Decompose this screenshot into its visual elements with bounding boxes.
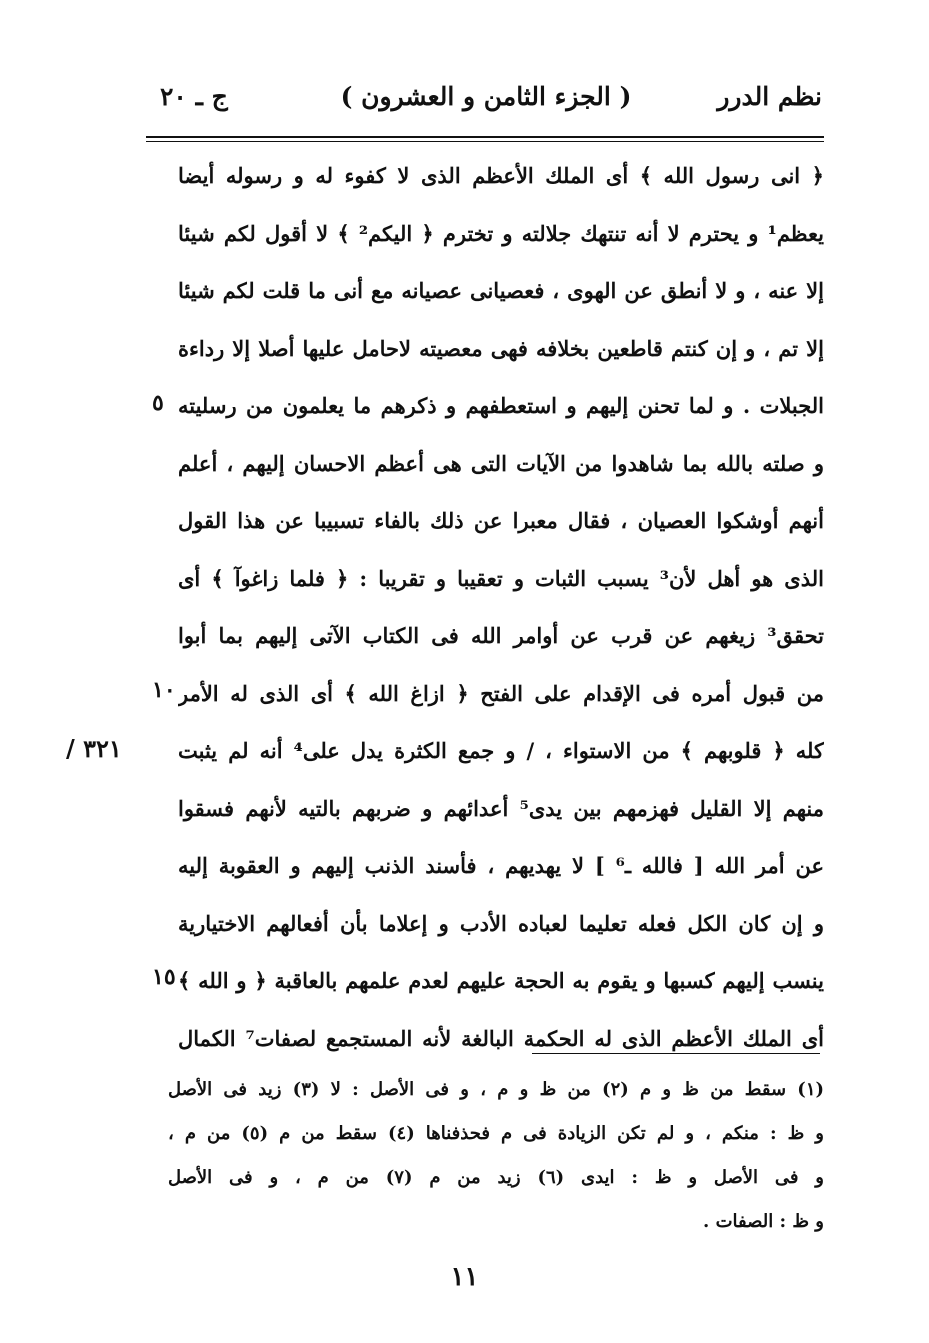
page-header bbox=[150, 76, 822, 120]
text-line: الجبلات . و لما تحنن إليهم و استعطفهم و ذكرهم ما يعلمون من رسليته bbox=[178, 393, 824, 418]
footnotes bbox=[168, 1068, 824, 1244]
text-line: تحقق³ زيغهم عن قرب عن أوامر الله فى الكتاب الآتى إليهم بما أبوا bbox=[178, 623, 824, 648]
line-number-5: ٥ bbox=[152, 390, 164, 416]
text-line: منهم إلا القليل فهزمهم بين يدى⁵ أعدائهم و ضربهم بالتيه لأنهم فسقوا bbox=[178, 795, 824, 821]
text-line: عن أمر الله [ فالله ـ⁶ ] لا يهديهم ، فأسند الذنب إليهم و العقوبة إليه bbox=[178, 853, 824, 878]
footnote-line: و فى الأصل و ظ : ايدى (٦) زيد من م (٧) من م ، و فى الأصل bbox=[168, 1167, 824, 1188]
text-line: و صلته بالله بما شاهدوا من الآيات التى هى أعظم الاحسان إليهم ، أعلم bbox=[178, 450, 824, 476]
footnote-line: (١) سقط من ظ و م (٢) من ظ و م ، و فى الأصل : لا (٣) زيد فى الأصل bbox=[168, 1079, 824, 1100]
text-line: كله ﴿ قلوبهم ﴾ من الاستواء ، / و جمع الكثرة يدل على⁴ أنه لم يثبت bbox=[178, 738, 824, 763]
margin-folio-reference: ٣٢١ / bbox=[66, 734, 122, 763]
text-line: أى الملك الأعظم الذى له الحكمة البالغة لأنه المستجمع لصفات⁷ الكمال bbox=[178, 1025, 824, 1051]
footnote-line: و ظ : منكم ، و لم تكن الزيادة فى م فحذفناها (٤) سقط من م (٥) من م ، bbox=[168, 1123, 824, 1144]
text-line: و إن كان الكل فعله تعليما لعباده الأدب و إعلاما بأن أفعالهم الاختيارية bbox=[178, 910, 824, 936]
main-text bbox=[178, 147, 824, 1067]
footnote-line: و ظ : الصفات . bbox=[703, 1211, 824, 1232]
page-number: ١١ bbox=[450, 1262, 479, 1292]
book-title: نظم الدرر bbox=[717, 82, 822, 111]
text-line: إلا عنه ، و لا أنطق عن الهوى ، فعصيانى عصيانه مع أنى ما قلت لكم شيئا bbox=[178, 278, 824, 303]
text-line: ينسب إليهم كسبها و يقوم به الحجة عليهم لعدم علمهم بالعاقبة ﴿ و الله ﴾ bbox=[178, 968, 824, 993]
text-line: يعظم¹ و يحترم لا أنه تنتهك جلالته و تخترم ﴿ اليكم² ﴾ لا أقول لكم شيئا bbox=[178, 220, 824, 246]
line-number-15: ١٥ bbox=[152, 964, 176, 990]
header-rule-thin bbox=[146, 141, 824, 142]
part-title: ( الجزء الثامن و العشرون ) bbox=[340, 82, 632, 111]
header-rule bbox=[146, 136, 824, 138]
line-number-10: ١٠ bbox=[152, 677, 176, 703]
text-line: الذى هو أهل لأن³ يسبب الثبات و تعقيبا و تقريبا : ﴿ فلما زاغوآ ﴾ أى bbox=[178, 565, 824, 591]
footnote-rule bbox=[532, 1053, 820, 1054]
text-line: من قبول أمره فى الإقدام على الفتح ﴿ ازاغ الله ﴾ أى الذى له الأمر bbox=[178, 680, 824, 706]
volume-number: ج ـ ٢٠ bbox=[160, 82, 228, 111]
text-line: ﴿ انى رسول الله ﴾ أى الملك الأعظم الذى لا كفوء له و رسوله أيضا bbox=[178, 163, 824, 188]
text-line: إلا تم ، و إن كنتم قاطعين بخلافه فهى معصيته لاحامل عليها أصلا إلا رداءة bbox=[178, 335, 824, 361]
text-line: أنهم أوشكوا العصيان ، فقال معبرا عن ذلك بالفاء تسبيبا عن هذا القول bbox=[178, 508, 824, 533]
